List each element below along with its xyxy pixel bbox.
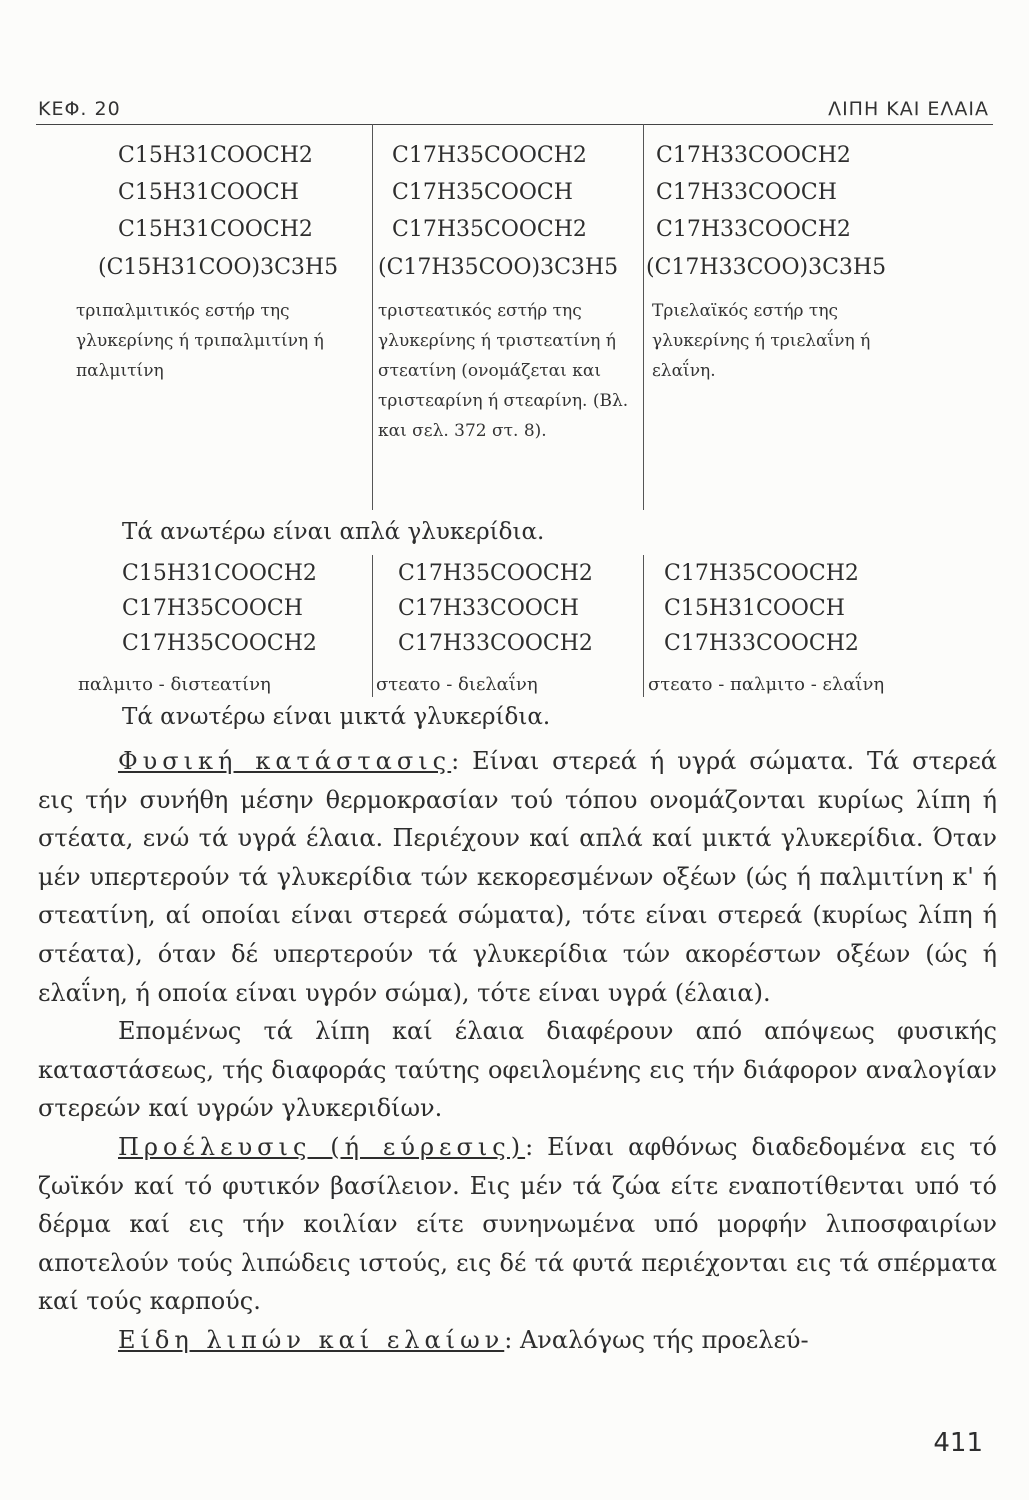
mixed-glycerides-note: Τά ανωτέρω είναι μικτά γλυκερίδια. <box>122 704 551 730</box>
formula: C17H35COOCH2 <box>122 631 317 656</box>
body-text <box>38 742 997 1360</box>
glyceride-caption: Τριελαϊκός εστήρ της γλυκερίνης ή τριελαΐνη ή ελαΐνη. <box>652 301 871 381</box>
formula: C17H33COOCH <box>656 180 837 205</box>
formula: C17H35COOCH2 <box>392 143 587 168</box>
table-divider-3 <box>372 555 373 697</box>
formula: C17H35COOCH2 <box>664 561 859 586</box>
table-divider-2 <box>643 124 644 510</box>
header-rule <box>36 124 993 125</box>
physical-state-paragraph <box>38 742 997 1012</box>
section-heading: Είδη λιπών καί ελαίων <box>118 1325 505 1354</box>
table-divider-1 <box>372 124 373 510</box>
formula: C17H33COOCH2 <box>664 631 859 656</box>
consequence-paragraph <box>38 1012 997 1128</box>
kinds-paragraph <box>38 1321 997 1360</box>
formula: C17H33COOCH2 <box>656 143 851 168</box>
paragraph-text: : Αναλόγως τής προελεύ- <box>504 1325 809 1354</box>
glyceride-name: στεατο - παλμιτο - ελαΐνη <box>648 674 885 695</box>
chapter-label: ΚΕΦ. 20 <box>38 98 121 120</box>
paragraph-text: : Είναι αφθόνως διαδεδομένα εις τό ζωϊκόν καί τό φυτικόν βασίλειον. Εις μέν τά ζώα είτε εναποτίθενται υπό τό δέρμα καί εις τήν κοιλίαν είτε συνηνωμένα υπό μορφήν λιποσφαιρίων αποτελούν τούς λιπώδεις ιστούς, εις δέ τά φυτά περιέχονται εις τά σπέρματα καί τούς καρπούς. <box>38 1132 997 1316</box>
chapter-title: ΛΙΠΗ ΚΑΙ ΕΛΑΙΑ <box>828 98 989 120</box>
glyceride-name: παλμιτο - διστεατίνη <box>78 674 271 695</box>
glyceride-caption: τριστεατικός εστήρ της γλυκερίνης ή τριστεατίνη ή στεατίνη (ονομάζεται και τριστεαρίνη ή στεαρίνη. (Βλ. και σελ. 372 στ. 8). <box>378 301 629 441</box>
paragraph-text: : Είναι στερεά ή υγρά σώματα. Τά στερεά εις τήν συνήθη μέσην θερμοκρασίαν τού τόπου ονομάζονται κυρίως λίπη ή στέατα, ενώ τά υγρά έλαια. Περιέχουν καί απλά καί μικτά γλυκερίδια. Όταν μέν υπερτερούν τά γλυκερίδια τών κεκορεσμένων οξέων (ώς ή παλμιτίνη κ' ή στεατίνη, αί οποίαι είναι στερεά σώματα), τότε είναι στερεά (κυρίως λίπη ή στέατα), όταν δέ υπερτερούν τά γλυκερίδια τών ακορέστων οξέων (ώς ή ελαΐνη, ή οποία είναι υγρόν σώμα), τότε είναι υγρά (έλαια). <box>38 747 997 1007</box>
formula: C15H31COOCH <box>664 596 845 621</box>
formula: C17H35COOCH <box>392 180 573 205</box>
table-divider-4 <box>643 555 644 697</box>
formula: C15H31COOCH2 <box>118 143 313 168</box>
formula: C15H31COOCH2 <box>122 561 317 586</box>
formula: C17H35COOCH <box>122 596 303 621</box>
section-heading: Προέλευσις (ή εύρεσις) <box>118 1132 526 1161</box>
glyceride-caption: τριπαλμιτικός εστήρ της γλυκερίνης ή τριπαλμιτίνη ή παλμιτίνη <box>76 301 324 381</box>
formula: C15H31COOCH <box>118 180 299 205</box>
paragraph-text: Επομένως τά λίπη καί έλαια διαφέρουν από απόψεως φυσικής καταστάσεως, τής διαφοράς ταύτης οφειλομένης εις τήν διάφορον αναλογίαν στερεών καί υγρών γλυκεριδίων. <box>38 1017 997 1123</box>
formula: C17H35COOCH2 <box>398 561 593 586</box>
page-number: 411 <box>933 1428 983 1458</box>
section-heading: Φυσική κατάστασις <box>118 747 452 775</box>
origin-paragraph <box>38 1128 997 1321</box>
formula: (C17H35COO)3C3H5 <box>378 255 619 280</box>
simple-glycerides-note: Τά ανωτέρω είναι απλά γλυκερίδια. <box>122 519 545 545</box>
formula: C17H33COOCH <box>398 596 579 621</box>
formula: C15H31COOCH2 <box>118 217 313 242</box>
formula: (C17H33COO)3C3H5 <box>646 255 887 280</box>
formula: C17H33COOCH2 <box>656 217 851 242</box>
glyceride-name: στεατο - διελαΐνη <box>376 674 538 695</box>
formula: C17H35COOCH2 <box>392 217 587 242</box>
formula: C17H33COOCH2 <box>398 631 593 656</box>
formula: (C15H31COO)3C3H5 <box>98 255 339 280</box>
